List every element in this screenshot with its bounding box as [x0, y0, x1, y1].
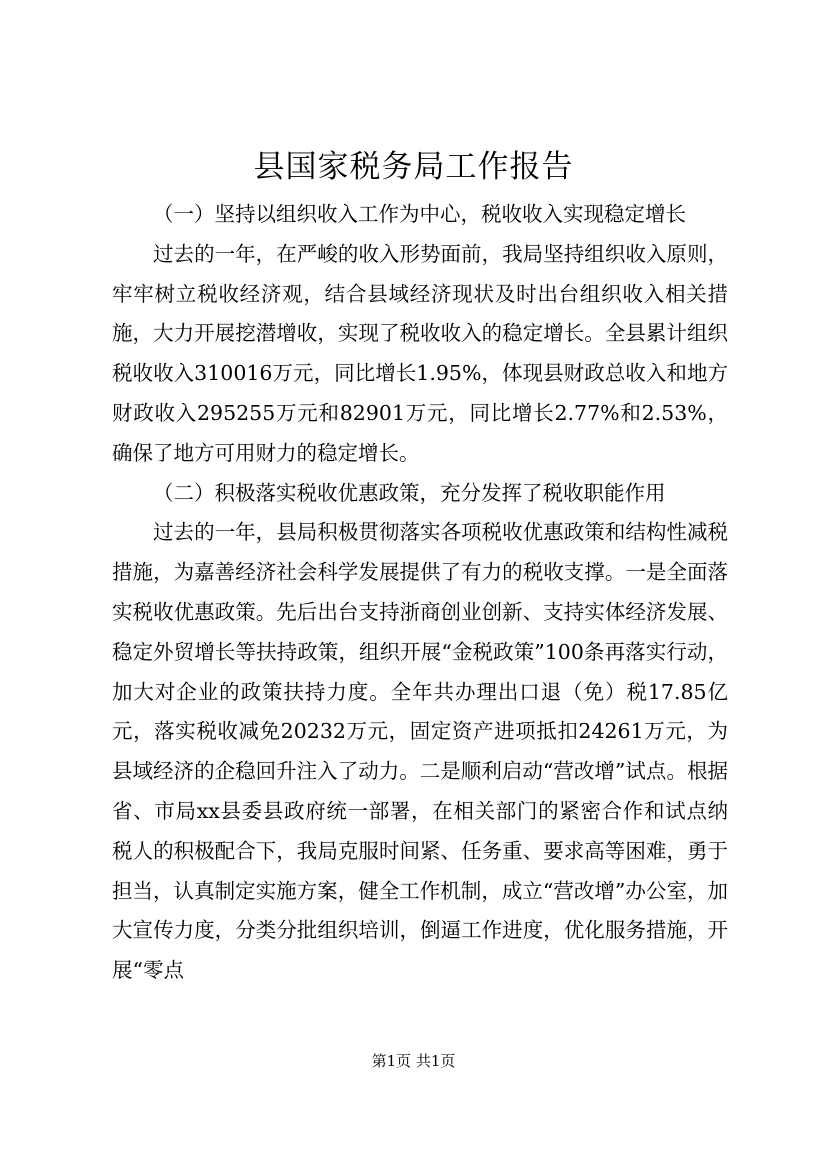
document-title: 县国家税务局工作报告	[253, 149, 574, 185]
section-heading-1: （一）坚持以组织收入工作为中心，税收收入实现稳定增长	[153, 202, 686, 226]
page-footer: 第1页 共1页	[371, 1052, 456, 1070]
body-paragraph-2: 过去的一年，县局积极贯彻落实各项税收优惠政策和结构性减税措施，为嘉善经济社会科学发展提供了有力的税收支撑。一是全面落实税收优惠政策。先后出台支持浙商创业创新、支持实体经济发展、稳定外贸增长等扶持政策，组织开展“金税政策”100条再落实行动，加大对企业的政策扶持力度。全年共办理出口退（免）税17.85亿元，落实税收减免20232万元，固定资产进项抵扣24261万元，为县域经济的企稳回升注入了动力。二是顺利启动“营改增”试点。根据省、市局xx县委县政府统一部署，在相关部门的紧密合作和试点纳税人的积极配合下，我局克服时间紧、任务重、要求高等困难，勇于担当，认真制定实施方案，健全工作机制，成立“营改增”办公室，加大宣传力度，分类分批组织培训，倒逼工作进度，优化服务措施，开展“零点	[112, 520, 728, 983]
body-paragraph-1: 过去的一年，在严峻的收入形势面前，我局坚持组织收入原则，牢牢树立税收经济观，结合县域经济现状及时出台组织收入相关措施，大力开展挖潜增收，实现了税收收入的稳定增长。全县累计组织税收收入310016万元，同比增长1.95%，体现县财政总收入和地方财政收入295255万元和82901万元，同比增长2.77%和2.53%，确保了地方可用财力的稳定增长。	[112, 241, 728, 465]
section-heading-2: （二）积极落实税收优惠政策，充分发挥了税收职能作用	[153, 480, 666, 505]
document-body	[112, 195, 728, 991]
